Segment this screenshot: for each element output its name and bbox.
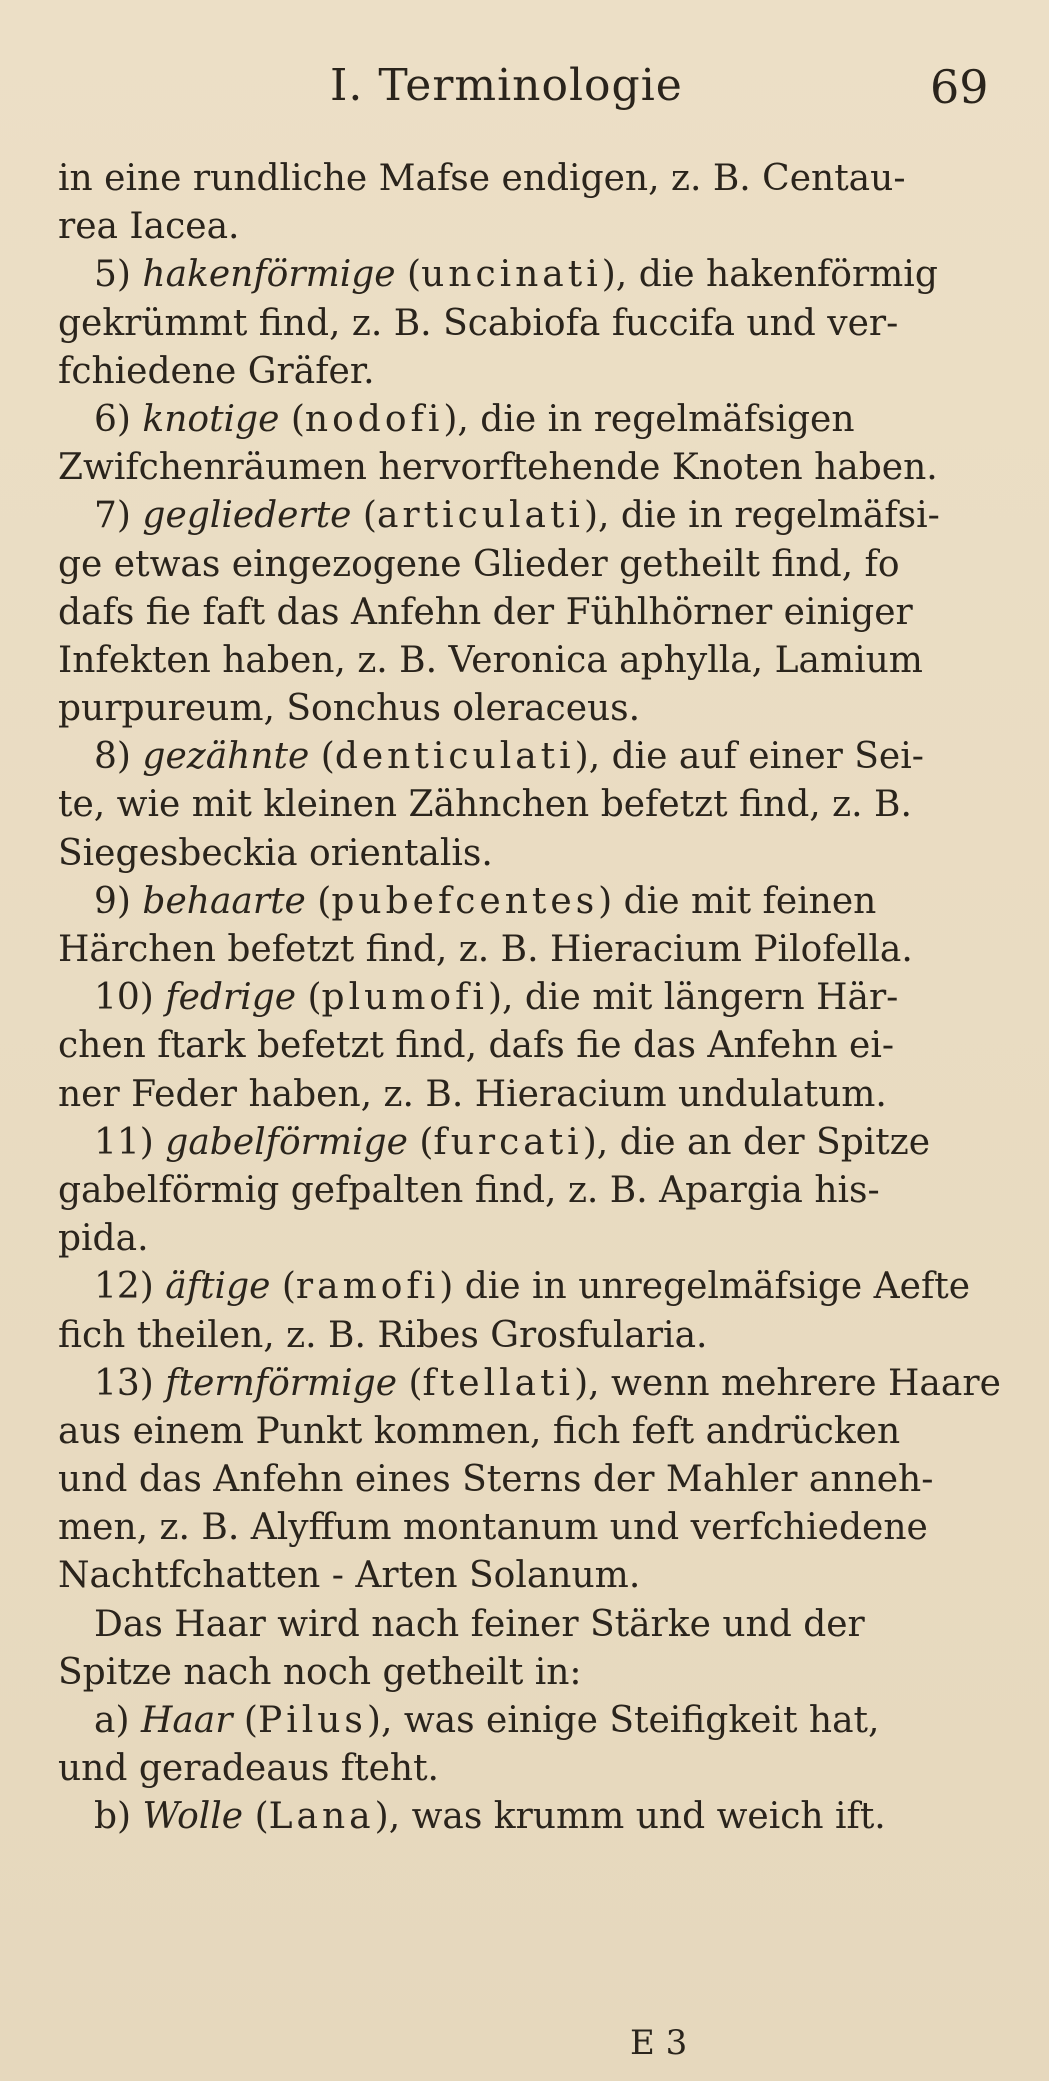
text-segment: ), die mit längern Här- (487, 977, 899, 1019)
text-line (58, 203, 1018, 251)
term-italic: Haar (140, 1700, 233, 1741)
printer-signature-mark: E 3 (630, 2023, 688, 2063)
text-segment: Infekten haben, z. B. Veronica aphylla, Lamium (58, 639, 923, 681)
latin-term: nodofi (304, 398, 444, 440)
running-header (0, 50, 1049, 130)
text-segment: dafs fie faft das Anfehn der Fühlhörner einiger (58, 591, 913, 633)
text-segment: fchiedene Gräfer. (58, 350, 375, 392)
page-number: 69 (930, 60, 989, 114)
text-segment: te, wie mit kleinen Zähnchen befetzt find, z. B. (58, 784, 912, 826)
text-line (58, 589, 1018, 637)
text-segment: 11) (94, 1121, 166, 1163)
text-segment: Das Haar wird nach feiner Stärke und der (94, 1603, 865, 1645)
text-line (58, 1697, 1018, 1745)
text-segment: 8) (94, 736, 143, 778)
latin-term: denticulati (334, 736, 575, 778)
text-segment: b) (94, 1796, 143, 1838)
text-segment: ( (397, 1362, 423, 1404)
text-segment: ( (395, 254, 422, 296)
text-segment: ( (270, 1266, 296, 1308)
text-segment: rea Iacea. (58, 206, 240, 248)
text-line (58, 1456, 1018, 1504)
text-line (58, 541, 1018, 589)
text-line (58, 251, 1018, 299)
text-segment: ), die in regelmäfsi- (583, 495, 940, 537)
text-segment: purpureum, Sonchus oleraceus. (58, 688, 641, 730)
text-segment: 13) (94, 1362, 166, 1404)
text-segment: Zwifchenräumen hervorftehende Knoten haben. (58, 447, 938, 489)
text-segment: ), wenn mehrere Haare (574, 1362, 1001, 1404)
text-segment: 10) (94, 977, 166, 1019)
text-line (58, 1552, 1018, 1600)
text-segment: ), die in regelmäfsigen (443, 398, 855, 440)
text-line (58, 396, 1018, 444)
text-segment: und das Anfehn eines Sterns der Mahler anneh- (58, 1459, 934, 1501)
text-segment: Nachtfchatten - Arten Solanum. (58, 1555, 641, 1597)
text-segment: ( (296, 977, 322, 1019)
text-line (58, 1649, 1018, 1697)
text-line (58, 1312, 1018, 1360)
text-segment: ) die mit feinen (598, 880, 877, 922)
text-segment: Spitze nach noch getheilt in: (58, 1651, 582, 1693)
text-segment: ( (351, 495, 377, 537)
term-italic: Wolle (142, 1796, 244, 1838)
text-segment: ( (305, 880, 332, 922)
term-italic: hakenförmige (142, 254, 396, 296)
text-segment: ( (309, 736, 335, 778)
chapter-title: I. Terminologie (330, 60, 683, 111)
text-segment: ( (407, 1121, 434, 1163)
text-line (58, 1360, 1018, 1408)
text-segment: Härchen befetzt find, z. B. Hieracium Pilofella. (58, 929, 913, 970)
text-segment: pida. (58, 1218, 149, 1260)
latin-term: Pilus (257, 1700, 367, 1741)
latin-term: ftellati (422, 1362, 575, 1404)
text-segment: ( (279, 398, 305, 440)
text-segment: und geradeaus fteht. (58, 1748, 439, 1790)
text-line (58, 348, 1018, 396)
text-line (58, 926, 1018, 974)
latin-term: uncinati (421, 254, 602, 296)
text-segment: ( (232, 1700, 258, 1741)
text-segment: ), die hakenförmig (601, 254, 938, 296)
text-line (58, 155, 1018, 203)
latin-term: furcati (433, 1121, 583, 1163)
text-segment: ) die in unregelmäfsige Aefte (439, 1266, 971, 1308)
term-italic: gezähnte (142, 736, 310, 778)
term-italic: äftige (165, 1266, 271, 1308)
text-line (58, 1263, 1018, 1311)
text-line (58, 300, 1018, 348)
body-text (58, 155, 1018, 1842)
latin-term: Lana (268, 1796, 375, 1838)
latin-term: pubefcentes (331, 880, 599, 922)
term-italic: gabelförmige (165, 1121, 408, 1163)
text-segment: 12) (94, 1266, 166, 1308)
text-segment: gekrümmt find, z. B. Scabiofa fuccifa und ver- (58, 302, 899, 344)
latin-term: articulati (376, 495, 584, 537)
text-line (58, 1167, 1018, 1215)
text-segment: 6) (94, 398, 143, 440)
text-segment: ), was krumm und weich ift. (374, 1796, 886, 1838)
text-line (58, 444, 1018, 492)
text-line (58, 781, 1018, 829)
latin-term: plumofi (321, 977, 488, 1019)
text-line (58, 1408, 1018, 1456)
text-line (58, 830, 1018, 878)
text-segment: ge etwas eingezogene Glieder getheilt find, fo (58, 543, 900, 585)
text-line (58, 1022, 1018, 1070)
text-line (58, 1504, 1018, 1552)
text-segment: 9) (94, 880, 143, 922)
text-segment: ), was einige Steifigkeit hat, (366, 1700, 880, 1741)
text-segment: men, z. B. Alyffum montanum und verfchiedene (58, 1507, 928, 1549)
text-segment: Siegesbeckia orientalis. (58, 832, 493, 874)
text-segment: ), die auf einer Sei- (574, 736, 924, 778)
latin-term: ramofi (295, 1266, 440, 1308)
term-italic: behaarte (142, 880, 306, 922)
text-line (58, 974, 1018, 1022)
text-segment: ), die an der Spitze (582, 1121, 930, 1163)
text-segment: 7) (94, 495, 143, 537)
text-segment: fich theilen, z. B. Ribes Grosfularia. (58, 1314, 708, 1356)
text-line (58, 878, 1018, 926)
term-italic: knotige (142, 398, 280, 440)
text-segment: a) (94, 1700, 141, 1741)
text-segment: ner Feder haben, z. B. Hieracium undulatum. (58, 1073, 887, 1115)
text-line (58, 1745, 1018, 1793)
text-segment: 5) (94, 254, 143, 296)
term-italic: fternförmige (165, 1362, 397, 1404)
text-line (58, 1601, 1018, 1649)
term-italic: gegliederte (142, 495, 352, 537)
text-line (58, 1119, 1018, 1167)
text-segment: in eine rundliche Mafse endigen, z. B. Centau- (58, 158, 906, 199)
text-line (58, 492, 1018, 540)
text-line (58, 733, 1018, 781)
text-segment: aus einem Punkt kommen, fich feft andrücken (58, 1410, 901, 1452)
text-line (58, 1071, 1018, 1119)
term-italic: fedrige (165, 977, 297, 1019)
text-line (58, 1793, 1018, 1841)
text-segment: ( (243, 1796, 269, 1838)
text-line (58, 637, 1018, 685)
text-segment: chen ftark befetzt find, dafs fie das Anfehn ei- (58, 1025, 894, 1067)
text-segment: gabelförmig gefpalten find, z. B. Apargia his- (58, 1169, 880, 1211)
text-line (58, 685, 1018, 733)
text-line (58, 1215, 1018, 1263)
